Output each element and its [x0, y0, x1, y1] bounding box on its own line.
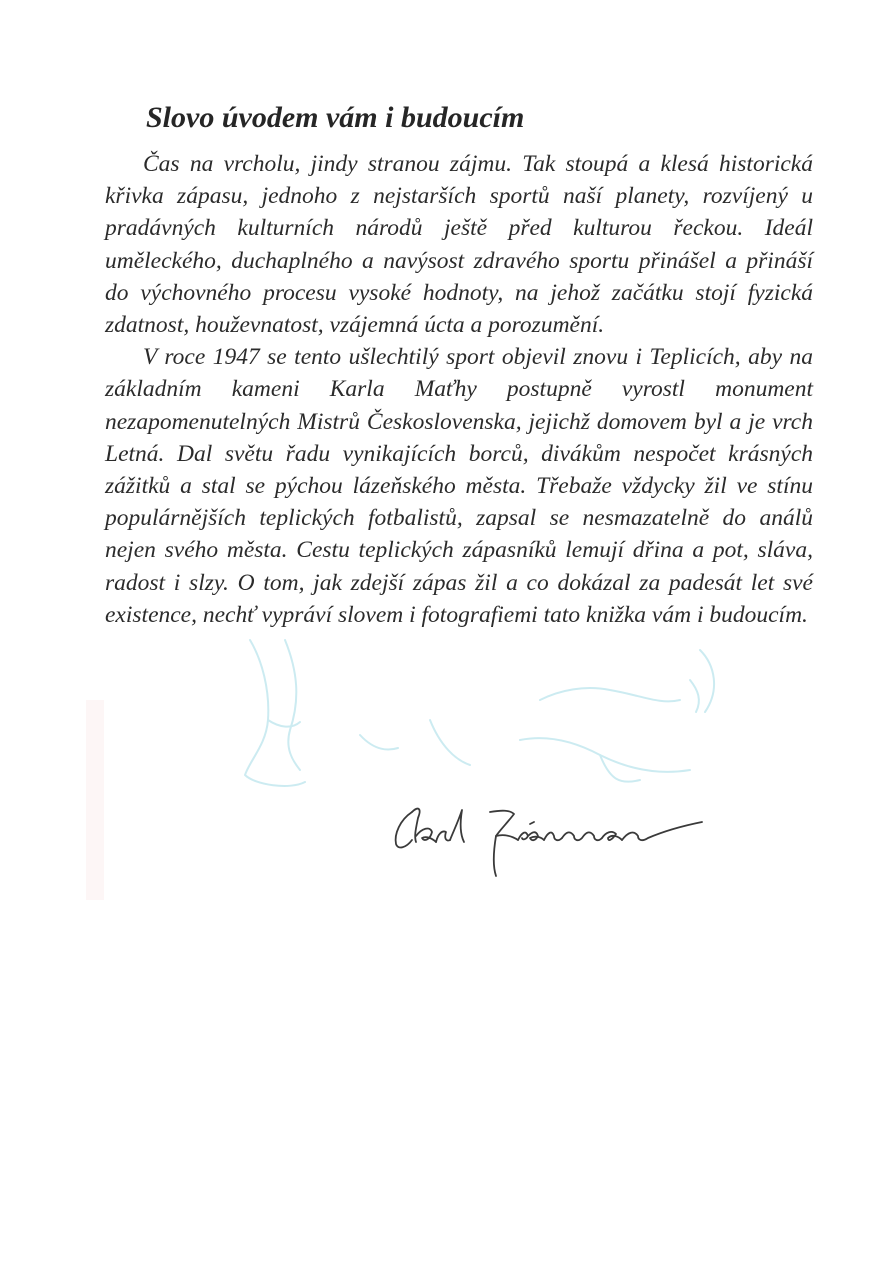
paragraph-2: V roce 1947 se tento ušlechtilý sport objevil znovu i Teplicích, aby na základním kameni Karla Maťhy postupně vyrostl monument nezapomenutelných Mistrů Československa, jejichž domovem byl a je vrch Letná. Dal světu řadu vynikajících borců, divákům nespočet krásných zážitků a stal se pýchou lázeňského města. Třebaže vždycky žil ve stínu populárnějších teplických fotbalistů, zapsal se nesmazatelně do análů nejen svého města. Cestu teplických zápasníků lemují dřina a pot, sláva, radost i slzy. O tom, jak zdejší zápas žil a co dokázal za padesát let své existence, nechť vypráví slovem i fotografiemi tato knižka vám i budoucím. [105, 344, 813, 628]
author-signature [372, 792, 752, 892]
page-title: Slovo úvodem vám i budoucím [146, 101, 525, 134]
body-text [105, 148, 813, 631]
paragraph-1: Čas na vrcholu, jindy stranou zájmu. Tak stoupá a klesá historická křivka zápasu, jednoho z nejstarších sportů naší planety, rozvíjený u pradávných kulturních národů ještě před kulturou řeckou. Ideál uměleckého, duchaplného a navýsost zdravého sportu přinášel a přináší do výchovného procesu vysoké hodnoty, na jehož začátku stojí fyzická zdatnost, houževnatost, vzájemná úcta a porozumění. [105, 151, 813, 339]
